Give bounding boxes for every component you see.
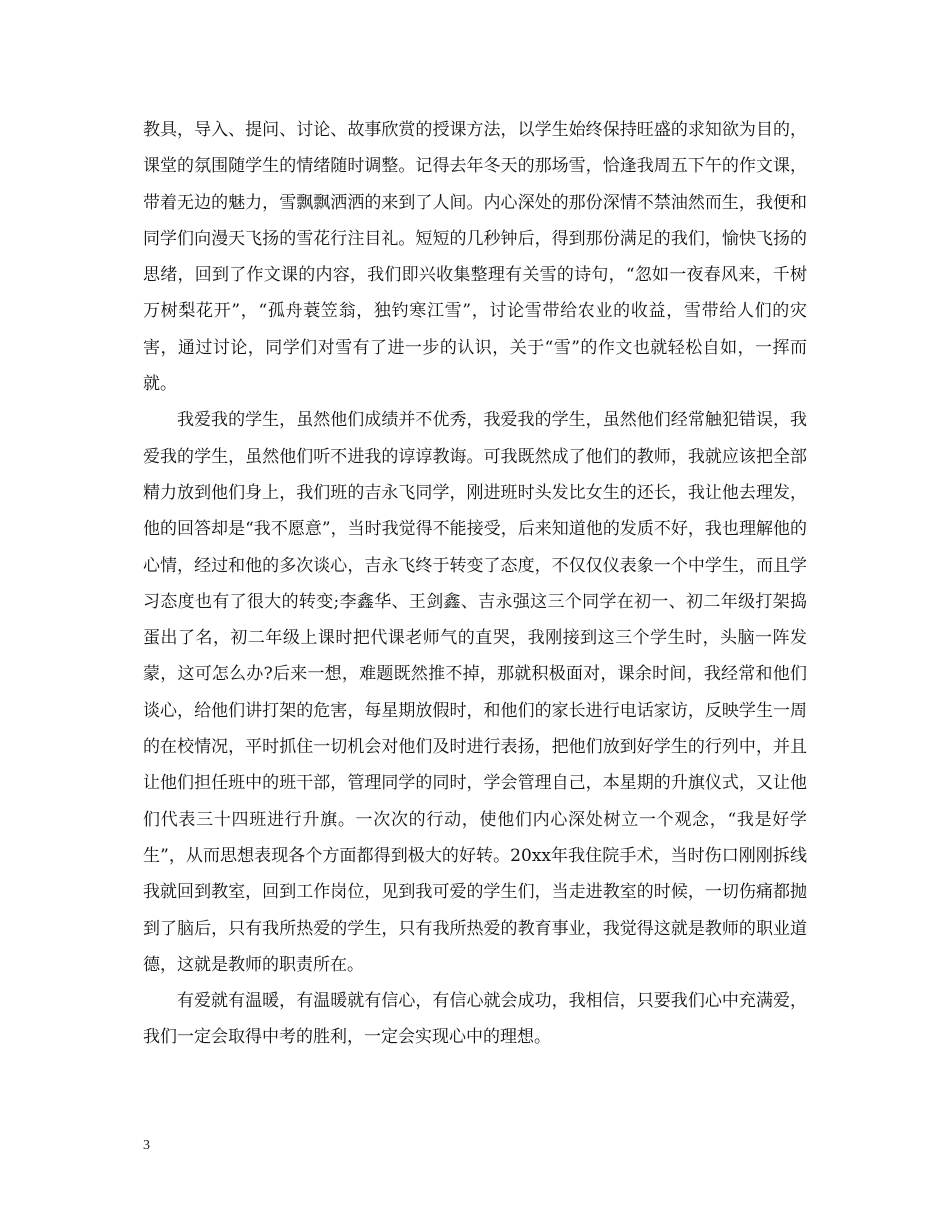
paragraph-conclusion: 有爱就有温暖，有温暖就有信心，有信心就会成功，我相信，只要我们心中充满爱，我们一定会取得中考的胜利，一定会实现心中的理想。 bbox=[143, 991, 807, 1048]
document-body bbox=[143, 112, 807, 1056]
paragraph-love-students: 我爱我的学生，虽然他们成绩并不优秀，我爱我的学生，虽然他们经常触犯错误，我爱我的学生，虽然他们听不进我的谆谆教诲。可我既然成了他们的教师，我就应该把全部精力放到他们身上，我们班的吉永飞同学，刚进班时头发比女生的还长，我让他去理发，他的回答却是“我不愿意”，当时我觉得不能接受，后来知道他的发质不好，我也理解他的心情，经过和他的多次谈心，吉永飞终于转变了态度，不仅仅仪表象一个中学生，而且学习态度也有了很大的转变;李鑫华、王剑鑫、吉永强这三个同学在初一、初二年级打架捣蛋出了名，初二年级上课时把代课老师气的直哭，我刚接到这三个学生时，头脑一阵发蒙，这可怎么办?后来一想，难题既然推不掉，那就积极面对，课余时间，我经常和他们谈心，给他们讲打架的危害，每星期放假时，和他们的家长进行电话家访，反映学生一周的在校情况，平时抓住一切机会对他们及时进行表扬，把他们放到好学生的行列中，并且让他们担任班中的班干部，管理同学的同时，学会管理自己，本星期的升旗仪式，又让他们代表三十四班进行升旗。一次次的行动，使他们内心深处树立一个观念，“我是好学生”，从而思想表现各个方面都得到极大的好转。20xx年我住院手术，当时伤口刚刚拆线我就回到教室，回到工作岗位，见到我可爱的学生们，当走进教室的时候，一切伤痛都抛到了脑后，只有我所热爱的学生，只有我所热爱的教育事业，我觉得这就是教师的职业道德，这就是教师的职责所在。 bbox=[143, 410, 807, 975]
paragraph-snow-lesson: 教具，导入、提问、讨论、故事欣赏的授课方法，以学生始终保持旺盛的求知欲为目的，课堂的氛围随学生的情绪随时调整。记得去年冬天的那场雪，恰逢我周五下午的作文课，带着无边的魅力，雪飘飘洒洒的来到了人间。内心深处的那份深情不禁油然而生，我便和同学们向漫天飞扬的雪花行注目礼。短短的几秒钟后，得到那份满足的我们，愉快飞扬的思绪，回到了作文课的内容，我们即兴收集整理有关雪的诗句，“忽如一夜春风来，千树万树梨花开”，“孤舟蓑笠翁，独钓寒江雪”，讨论雪带给农业的收益，雪带给人们的灾害，通过讨论，同学们对雪有了进一步的认识，关于“雪”的作文也就轻松自如，一挥而就。 bbox=[143, 120, 807, 395]
page-number: 3 bbox=[143, 1138, 150, 1153]
